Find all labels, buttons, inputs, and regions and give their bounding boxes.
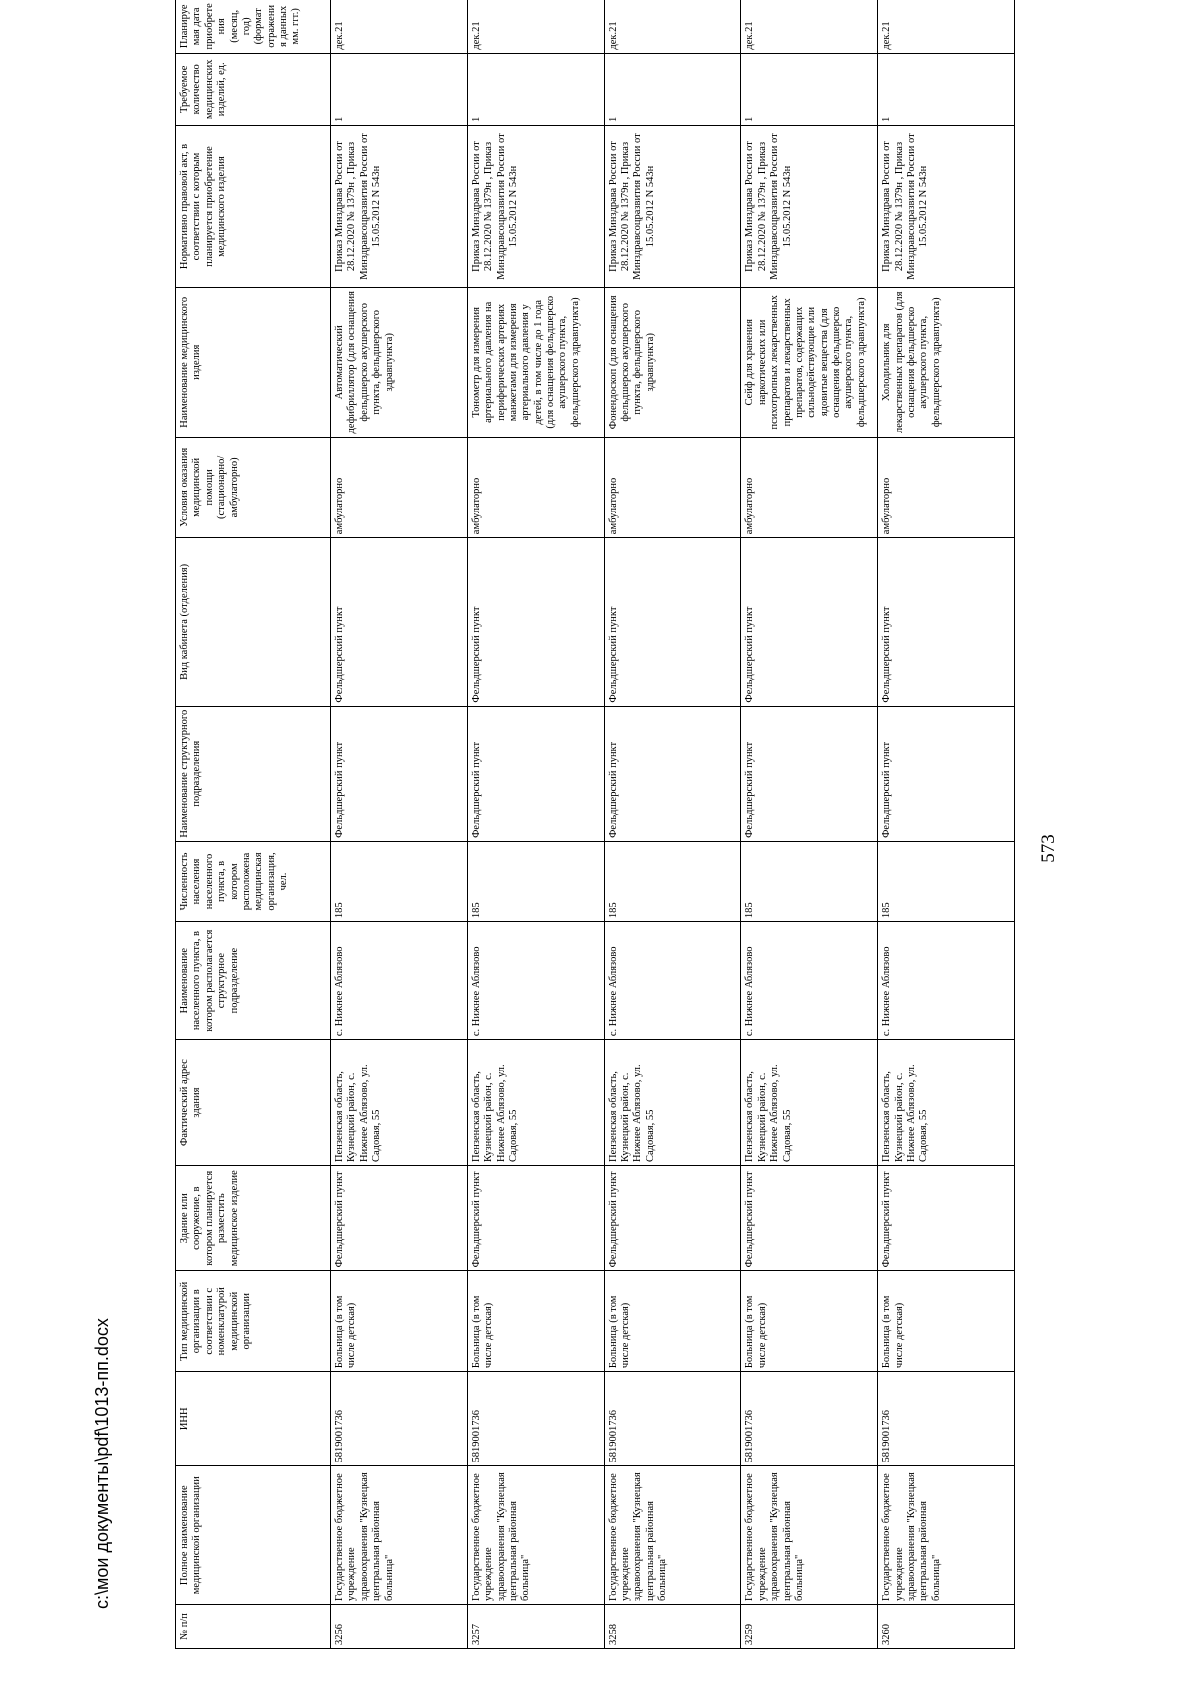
cell-num: 3258: [604, 1604, 741, 1648]
cell-num: 3260: [878, 1604, 1015, 1648]
header-locality: Наименование населенного пункта, в котором располагается структурное подразделение: [176, 922, 331, 1040]
cell-date: дек.21: [331, 0, 468, 53]
cell-locality: с. Нижнее Аблязово: [331, 922, 468, 1040]
cell-cabinet: Фельдшерский пункт: [467, 538, 604, 706]
cell-inn: 5819001736: [467, 1372, 604, 1466]
table-row: [604, 0, 741, 1649]
table-header-row: [176, 0, 331, 1649]
header-type: Тип медицинской организации в соответствии с номенклатурой медицинской организации: [176, 1271, 331, 1372]
cell-date: дек.21: [604, 0, 741, 53]
cell-qty: 1: [741, 53, 878, 125]
cell-population: 185: [331, 841, 468, 921]
cell-population: 185: [741, 841, 878, 921]
cell-unit: Фельдшерский пункт: [604, 706, 741, 841]
cell-inn: 5819001736: [331, 1372, 468, 1466]
table-row: [331, 0, 468, 1649]
cell-qty: 1: [878, 53, 1015, 125]
cell-inn: 5819001736: [604, 1372, 741, 1466]
cell-inn: 5819001736: [878, 1372, 1015, 1466]
cell-act: Приказ Минздрава России от 28.12.2020 № 1379н , Приказ Минздравсоцразвития России от 15.05.2012 N 543н: [604, 125, 741, 287]
header-unit: Наименование структурного подразделения: [176, 706, 331, 841]
cell-org: Государственное бюджетное учреждение здравоохранения "Кузнецкая центральная районная больница": [878, 1466, 1015, 1604]
cell-date: дек.21: [878, 0, 1015, 53]
cell-address: Пензенская область, Кузнецкий район, с. Нижнее Аблязово, ул. Садовая, 55: [604, 1040, 741, 1166]
equipment-table: [175, 0, 1015, 1649]
cell-qty: 1: [467, 53, 604, 125]
header-building: Здание или сооружение, в котором планируется разместить медицинское изделие: [176, 1165, 331, 1270]
cell-device: Тонометр для измерения артериального давления на периферических артериях манжетами для измерения артериального давления у детей, в том числе до 1 года (для оснащения фельдшерско акушерского пункта, фельдшерского здравпункта): [467, 288, 604, 437]
cell-locality: с. Нижнее Аблязово: [741, 922, 878, 1040]
cell-act: Приказ Минздрава России от 28.12.2020 № 1379н , Приказ Минздравсоцразвития России от 15.05.2012 N 543н: [331, 125, 468, 287]
cell-device: Сейф для хранения наркотических или психотропных лекарственных препаратов и лекарственных препаратов, содержащих сильнодействующие или ядовитые вещества (для оснащения фельдшерско акушерского пункта, фельдшерского здравпункта): [741, 288, 878, 437]
header-address: Фактический адрес здания: [176, 1040, 331, 1166]
page-number: 573: [1038, 834, 1059, 863]
cell-locality: с. Нижнее Аблязово: [604, 922, 741, 1040]
cell-conditions: амбулаторно: [604, 437, 741, 538]
footer-file-path: c:\мои документы\pdf\1013-пп.docx: [92, 1318, 112, 1609]
cell-address: Пензенская область, Кузнецкий район, с. Нижнее Аблязово, ул. Садовая, 55: [467, 1040, 604, 1166]
header-inn: ИНН: [176, 1372, 331, 1466]
header-num: № п/п: [176, 1604, 331, 1648]
cell-org: Государственное бюджетное учреждение здравоохранения "Кузнецкая центральная районная больница": [741, 1466, 878, 1604]
cell-unit: Фельдшерский пункт: [878, 706, 1015, 841]
header-device: Наименование медицинского изделия: [176, 288, 331, 437]
header-conditions: Условия оказания медицинской помощи (стационарно/ амбулаторно): [176, 437, 331, 538]
cell-type: Больница (в том числе детская): [331, 1271, 468, 1372]
header-population: Численность населения населенного пункта, в котором расположена медицинская организация, чел.: [176, 841, 331, 921]
cell-num: 3259: [741, 1604, 878, 1648]
cell-org: Государственное бюджетное учреждение здравоохранения "Кузнецкая центральная районная больница": [467, 1466, 604, 1604]
cell-date: дек.21: [467, 0, 604, 53]
cell-locality: с. Нижнее Аблязово: [878, 922, 1015, 1040]
cell-device: Холодильник для лекарственных препаратов (для оснащения фельдшерско акушерского пункта, фельдшерского здравпункта): [878, 288, 1015, 437]
cell-locality: с. Нижнее Аблязово: [467, 922, 604, 1040]
cell-device: Фонендоскоп (для оснащения фельдшерско акушерского пункта, фельдшерского здравпункта): [604, 288, 741, 437]
cell-address: Пензенская область, Кузнецкий район, с. Нижнее Аблязово, ул. Садовая, 55: [331, 1040, 468, 1166]
cell-cabinet: Фельдшерский пункт: [331, 538, 468, 706]
cell-org: Государственное бюджетное учреждение здравоохранения "Кузнецкая центральная районная больница": [331, 1466, 468, 1604]
cell-address: Пензенская область, Кузнецкий район, с. Нижнее Аблязово, ул. Садовая, 55: [741, 1040, 878, 1166]
cell-act: Приказ Минздрава России от 28.12.2020 № 1379н , Приказ Минздравсоцразвития России от 15.05.2012 N 543н: [741, 125, 878, 287]
cell-type: Больница (в том числе детская): [741, 1271, 878, 1372]
header-cabinet: Вид кабинета (отделения): [176, 538, 331, 706]
cell-building: Фельдшерский пункт: [331, 1165, 468, 1270]
cell-cabinet: Фельдшерский пункт: [878, 538, 1015, 706]
cell-conditions: амбулаторно: [331, 437, 468, 538]
cell-conditions: амбулаторно: [741, 437, 878, 538]
cell-cabinet: Фельдшерский пункт: [604, 538, 741, 706]
cell-type: Больница (в том числе детская): [604, 1271, 741, 1372]
cell-population: 185: [467, 841, 604, 921]
cell-address: Пензенская область, Кузнецкий район, с. Нижнее Аблязово, ул. Садовая, 55: [878, 1040, 1015, 1166]
table-row: [741, 0, 878, 1649]
cell-qty: 1: [331, 53, 468, 125]
cell-unit: Фельдшерский пункт: [741, 706, 878, 841]
header-qty: Требуемое количество медицинских изделий, ед.: [176, 53, 331, 125]
header-act: Нормативно правовой акт, в соответствии с которым планируется приобретение медицинского изделия: [176, 125, 331, 287]
cell-qty: 1: [604, 53, 741, 125]
cell-population: 185: [604, 841, 741, 921]
cell-building: Фельдшерский пункт: [467, 1165, 604, 1270]
cell-building: Фельдшерский пункт: [604, 1165, 741, 1270]
cell-cabinet: Фельдшерский пункт: [741, 538, 878, 706]
cell-conditions: амбулаторно: [878, 437, 1015, 538]
cell-type: Больница (в том числе детская): [878, 1271, 1015, 1372]
cell-device: Автоматический дефибриллятор (для оснащения фельдшерско акушерского пункта, фельдшерского здравпункта): [331, 288, 468, 437]
cell-conditions: амбулаторно: [467, 437, 604, 538]
cell-num: 3256: [331, 1604, 468, 1648]
cell-population: 185: [878, 841, 1015, 921]
cell-unit: Фельдшерский пункт: [331, 706, 468, 841]
cell-type: Больница (в том числе детская): [467, 1271, 604, 1372]
cell-building: Фельдшерский пункт: [878, 1165, 1015, 1270]
cell-unit: Фельдшерский пункт: [467, 706, 604, 841]
table-row: [878, 0, 1015, 1649]
cell-org: Государственное бюджетное учреждение здравоохранения "Кузнецкая центральная районная больница": [604, 1466, 741, 1604]
table-row: [467, 0, 604, 1649]
header-org: Полное наименование медицинской организации: [176, 1466, 331, 1604]
cell-building: Фельдшерский пункт: [741, 1165, 878, 1270]
header-date: Планируемая дата приобретения (месяц, год) (формат отражения данных мм. ггг.): [176, 0, 331, 53]
cell-act: Приказ Минздрава России от 28.12.2020 № 1379н , Приказ Минздравсоцразвития России от 15.05.2012 N 543н: [878, 125, 1015, 287]
cell-num: 3257: [467, 1604, 604, 1648]
cell-inn: 5819001736: [741, 1372, 878, 1466]
cell-date: дек.21: [741, 0, 878, 53]
cell-act: Приказ Минздрава России от 28.12.2020 № 1379н , Приказ Минздравсоцразвития России от 15.05.2012 N 543н: [467, 125, 604, 287]
